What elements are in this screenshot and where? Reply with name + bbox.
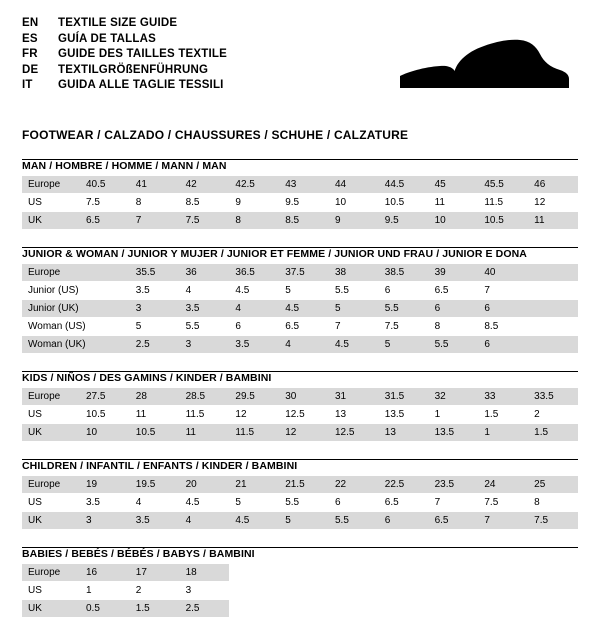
row-label: UK [22, 512, 80, 530]
cell: 5 [229, 494, 279, 512]
cell-empty [429, 600, 479, 618]
cell-empty [379, 564, 429, 582]
cell: 29.5 [229, 388, 279, 406]
cell: 9.5 [279, 194, 329, 212]
cell: 4.5 [329, 336, 379, 354]
cell: 2 [528, 406, 578, 424]
cell: 8.5 [180, 194, 230, 212]
cell: 21.5 [279, 476, 329, 494]
row-label: Junior (UK) [22, 300, 80, 318]
cell: 6.5 [279, 318, 329, 336]
row-label: Europe [22, 176, 80, 194]
language-label: GUÍA DE TALLAS [58, 32, 156, 45]
cell: 27.5 [80, 388, 130, 406]
cell: 8 [429, 318, 479, 336]
cell: 3.5 [180, 300, 230, 318]
cell: 7 [329, 318, 379, 336]
cell: 36 [180, 264, 230, 282]
cell: 4 [180, 282, 230, 300]
language-label: GUIDA ALLE TAGLIE TESSILI [58, 79, 224, 91]
cell-empty [379, 600, 429, 618]
size-group-kids [22, 371, 578, 442]
language-code: DE [22, 63, 39, 76]
cell: 11 [528, 212, 578, 230]
cell: 43 [279, 176, 329, 194]
cell: 22 [329, 476, 379, 494]
cell: 7 [130, 212, 180, 230]
cell: 12 [229, 406, 279, 424]
cell-empty [329, 600, 379, 618]
table-row [22, 318, 578, 336]
cell: 22.5 [379, 476, 429, 494]
cell: 40 [478, 264, 528, 282]
cell: 5 [130, 318, 180, 336]
cell: 41 [130, 176, 180, 194]
cell: 12.5 [329, 424, 379, 442]
cell: 5.5 [429, 336, 479, 354]
table-row [22, 194, 578, 212]
row-label: UK [22, 424, 80, 442]
cell: 7.5 [528, 512, 578, 530]
size-table [22, 476, 578, 530]
group-title: BABIES / BEBÉS / BÉBÉS / BABYS / BAMBINI [22, 548, 255, 560]
cell: 5.5 [329, 282, 379, 300]
cell: 6 [379, 512, 429, 530]
cell: 2 [130, 582, 180, 600]
cell: 12 [279, 424, 329, 442]
cell: 5.5 [329, 512, 379, 530]
cell: 7.5 [80, 194, 130, 212]
cell: 5.5 [180, 318, 230, 336]
cell: 12 [528, 194, 578, 212]
cell: 7.5 [180, 212, 230, 230]
cell-empty [279, 564, 329, 582]
page-header [22, 16, 578, 112]
cell-empty [329, 564, 379, 582]
cell: 25 [528, 476, 578, 494]
cell: 4 [130, 494, 180, 512]
size-table [22, 264, 578, 354]
cell-empty [478, 582, 528, 600]
table-row [22, 476, 578, 494]
cell: 21 [229, 476, 279, 494]
language-code: ES [22, 32, 38, 45]
cell-empty [429, 564, 479, 582]
cell: 4.5 [229, 512, 279, 530]
cell: 6 [229, 318, 279, 336]
cell [528, 336, 578, 354]
cell: 12.5 [279, 406, 329, 424]
cell: 10.5 [478, 212, 528, 230]
language-code: EN [22, 17, 39, 29]
table-row [22, 282, 578, 300]
cell: 8 [229, 212, 279, 230]
size-group-man [22, 159, 578, 230]
cell: 44.5 [379, 176, 429, 194]
cell: 11 [180, 424, 230, 442]
cell: 4 [229, 300, 279, 318]
table-row [22, 600, 578, 618]
cell: 1 [80, 582, 130, 600]
cell: 17 [130, 564, 180, 582]
cell: 4.5 [180, 494, 230, 512]
cell: 42.5 [229, 176, 279, 194]
size-group-junior-woman [22, 247, 578, 354]
cell: 7.5 [379, 318, 429, 336]
table-row [22, 176, 578, 194]
cell [80, 336, 130, 354]
cell: 4 [180, 512, 230, 530]
cell: 19.5 [130, 476, 180, 494]
cell: 6 [478, 336, 528, 354]
cell-empty [229, 582, 279, 600]
cell: 46 [528, 176, 578, 194]
cell: 6.5 [429, 512, 479, 530]
cell: 13 [329, 406, 379, 424]
group-title: JUNIOR & WOMAN / JUNIOR Y MUJER / JUNIOR ET FEMME / JUNIOR UND FRAU / JUNIOR E DONA [22, 248, 527, 260]
cell-empty [528, 600, 578, 618]
cell: 11 [130, 406, 180, 424]
row-label: US [22, 194, 80, 212]
cell [80, 318, 130, 336]
cell [528, 318, 578, 336]
row-label: Woman (US) [22, 318, 80, 336]
row-label: Europe [22, 476, 80, 494]
cell-empty [279, 582, 329, 600]
table-row [22, 512, 578, 530]
size-group-children [22, 459, 578, 530]
cell [80, 264, 130, 282]
cell: 13.5 [379, 406, 429, 424]
cell: 8.5 [478, 318, 528, 336]
cell: 38 [329, 264, 379, 282]
cell: 5 [329, 300, 379, 318]
group-title: MAN / HOMBRE / HOMME / MANN / MAN [22, 160, 227, 172]
row-label: Europe [22, 264, 80, 282]
cell: 5 [279, 282, 329, 300]
table-row [22, 264, 578, 282]
cell: 10.5 [379, 194, 429, 212]
cell: 10 [80, 424, 130, 442]
cell: 10 [329, 194, 379, 212]
language-code: IT [22, 79, 33, 91]
row-label: Junior (US) [22, 282, 80, 300]
row-label: US [22, 406, 80, 424]
cell: 6.5 [429, 282, 479, 300]
cell: 44 [329, 176, 379, 194]
table-row [22, 406, 578, 424]
cell: 3 [80, 512, 130, 530]
cell [80, 300, 130, 318]
cell: 2.5 [130, 336, 180, 354]
cell: 10.5 [130, 424, 180, 442]
row-label: UK [22, 212, 80, 230]
cell: 1.5 [478, 406, 528, 424]
cell-empty [429, 582, 479, 600]
cell: 19 [80, 476, 130, 494]
cell [528, 264, 578, 282]
cell: 8 [130, 194, 180, 212]
size-group-babies [22, 547, 578, 618]
size-table [22, 564, 578, 618]
dress-shoe-icon [380, 34, 570, 100]
cell-empty [329, 582, 379, 600]
cell: 9.5 [379, 212, 429, 230]
table-row [22, 336, 578, 354]
size-table [22, 388, 578, 442]
cell: 4.5 [229, 282, 279, 300]
cell: 32 [429, 388, 479, 406]
table-row [22, 494, 578, 512]
cell: 6 [329, 494, 379, 512]
cell: 16 [80, 564, 130, 582]
table-row [22, 300, 578, 318]
cell: 10.5 [80, 406, 130, 424]
cell-empty [379, 582, 429, 600]
cell: 9 [229, 194, 279, 212]
cell: 7 [429, 494, 479, 512]
cell-empty [279, 600, 329, 618]
cell: 11.5 [478, 194, 528, 212]
row-label: US [22, 582, 80, 600]
cell: 6.5 [379, 494, 429, 512]
cell: 5.5 [279, 494, 329, 512]
size-table [22, 176, 578, 230]
cell [528, 300, 578, 318]
cell: 3 [180, 582, 230, 600]
cell: 18 [180, 564, 230, 582]
table-row [22, 564, 578, 582]
cell: 36.5 [229, 264, 279, 282]
cell: 38.5 [379, 264, 429, 282]
row-label: US [22, 494, 80, 512]
cell [528, 282, 578, 300]
cell: 10 [429, 212, 479, 230]
cell: 39 [429, 264, 479, 282]
cell: 9 [329, 212, 379, 230]
cell: 5 [379, 336, 429, 354]
cell: 3.5 [80, 494, 130, 512]
table-row [22, 388, 578, 406]
cell: 28.5 [180, 388, 230, 406]
cell: 37.5 [279, 264, 329, 282]
cell: 3 [130, 300, 180, 318]
cell: 20 [180, 476, 230, 494]
cell: 1.5 [130, 600, 180, 618]
cell: 6.5 [80, 212, 130, 230]
cell-empty [528, 582, 578, 600]
cell: 8.5 [279, 212, 329, 230]
cell: 30 [279, 388, 329, 406]
cell: 0.5 [80, 600, 130, 618]
cell: 40.5 [80, 176, 130, 194]
cell: 28 [130, 388, 180, 406]
cell: 11.5 [229, 424, 279, 442]
cell-empty [229, 600, 279, 618]
cell: 6 [429, 300, 479, 318]
row-label: Europe [22, 388, 80, 406]
cell: 6 [379, 282, 429, 300]
group-title: KIDS / NIÑOS / DES GAMINS / KINDER / BAMBINI [22, 372, 272, 384]
group-title: CHILDREN / INFANTIL / ENFANTS / KINDER / BAMBINI [22, 460, 298, 472]
language-row [22, 16, 578, 32]
cell: 35.5 [130, 264, 180, 282]
cell: 4.5 [279, 300, 329, 318]
cell: 31.5 [379, 388, 429, 406]
cell: 13.5 [429, 424, 479, 442]
language-label: TEXTILGRÖßENFÜHRUNG [58, 63, 209, 76]
cell: 33 [478, 388, 528, 406]
cell: 33.5 [528, 388, 578, 406]
cell: 31 [329, 388, 379, 406]
cell: 45.5 [478, 176, 528, 194]
page-title: FOOTWEAR / CALZADO / CHAUSSURES / SCHUHE / CALZATURE [22, 128, 409, 142]
cell: 3 [180, 336, 230, 354]
cell: 45 [429, 176, 479, 194]
table-row [22, 424, 578, 442]
cell: 2.5 [180, 600, 230, 618]
table-row [22, 582, 578, 600]
cell: 3.5 [229, 336, 279, 354]
cell: 7 [478, 282, 528, 300]
cell: 3.5 [130, 282, 180, 300]
cell: 3.5 [130, 512, 180, 530]
table-row [22, 212, 578, 230]
cell: 7.5 [478, 494, 528, 512]
cell: 23.5 [429, 476, 479, 494]
row-label: Europe [22, 564, 80, 582]
cell: 13 [379, 424, 429, 442]
cell: 11 [429, 194, 479, 212]
row-label: Woman (UK) [22, 336, 80, 354]
cell-empty [478, 600, 528, 618]
cell-empty [528, 564, 578, 582]
cell: 24 [478, 476, 528, 494]
cell: 5 [279, 512, 329, 530]
cell: 6 [478, 300, 528, 318]
cell: 11.5 [180, 406, 230, 424]
row-label: UK [22, 600, 80, 618]
cell: 8 [528, 494, 578, 512]
cell: 1 [478, 424, 528, 442]
language-label: GUIDE DES TAILLES TEXTILE [58, 48, 227, 60]
cell: 5.5 [379, 300, 429, 318]
cell: 1 [429, 406, 479, 424]
language-code: FR [22, 48, 38, 60]
cell-empty [478, 564, 528, 582]
cell-empty [229, 564, 279, 582]
cell: 7 [478, 512, 528, 530]
cell [80, 282, 130, 300]
cell: 1.5 [528, 424, 578, 442]
cell: 4 [279, 336, 329, 354]
cell: 42 [180, 176, 230, 194]
language-label: TEXTILE SIZE GUIDE [58, 17, 178, 29]
